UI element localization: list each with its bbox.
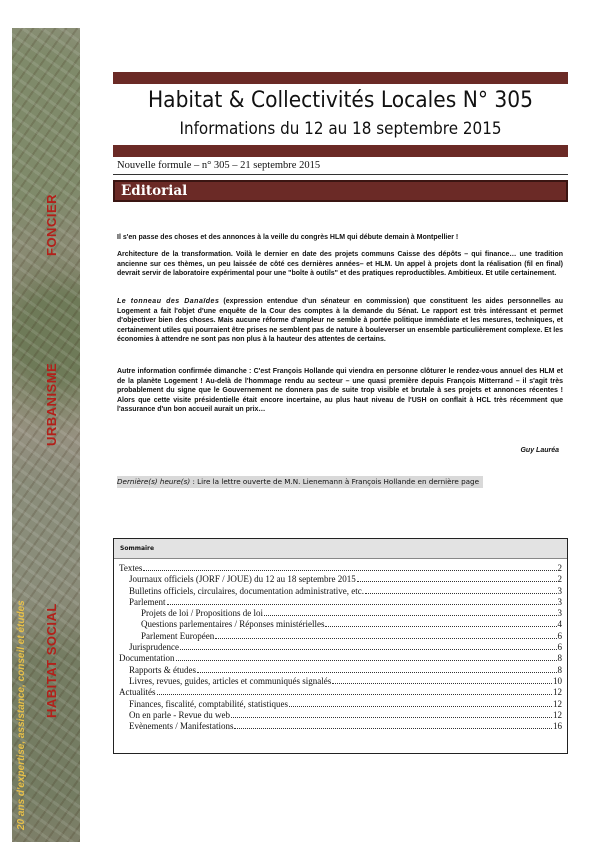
toc-leader [325,620,556,627]
toc-entry[interactable] [119,563,562,574]
toc-list [119,563,562,732]
toc-entry[interactable] [119,676,562,687]
toc-entry-title: Questions parlementaires / Réponses ministérielles [141,619,325,630]
editorial-title: Editorial [121,183,188,199]
toc-entry-page: 6 [557,630,562,641]
toc-leader [143,564,556,571]
header-top-bar [113,72,568,84]
toc-entry[interactable] [119,586,562,597]
toc-entry[interactable] [119,687,562,698]
strip-label-habitat-social: HABITAT SOCIAL [44,603,59,718]
strip-tagline: 20 ans d'expertise, assistance, conseil et études [16,600,27,830]
aerial-photo-strip [12,28,80,842]
issue-line: Nouvelle formule – n° 305 – 21 septembre 2015 [117,160,321,171]
toc-entry-page: 3 [557,608,562,619]
toc-leader [157,688,553,695]
editorial-paragraph: Architecture de la transformation. Voilà le dernier en date des projets communs Caisse des dépôts – qui finance… une tradition ancienne sur ces thèmes, un peu laissée de côté ces dernières années– et HLM. Un appel à projets dont la réalisation (fil en final) devrait servir de laboratoire expérimental pour une "boîte à outils" et des pratiques reproductibles. Ambitieux. Et utile certainement. [117,251,563,277]
toc-entry-page: 2 [557,574,562,585]
toc-entry-title: Journaux officiels (JORF / JOUE) du 12 au 18 septembre 2015 [129,574,356,585]
strip-label-urbanisme: URBANISME [44,362,59,446]
toc-entry-title: Parlement Européen [141,630,215,641]
toc-heading: Sommaire [114,539,567,559]
toc-leader [176,654,557,661]
newsletter-subtitle: Informations du 12 au 18 septembre 2015 [179,119,502,138]
toc-entry[interactable] [119,608,562,619]
toc-entry-page: 10 [553,675,562,686]
toc-entry-page: 12 [553,709,562,720]
toc-entry-title: Documentation [119,653,175,664]
toc-leader [332,677,552,684]
toc-leader [264,609,556,616]
toc-entry[interactable] [119,642,562,653]
toc-entry-page: 3 [557,585,562,596]
editorial-signature: Guy Lauréa [520,447,559,454]
toc-leader [197,666,557,673]
toc-leader [234,722,552,729]
header-bottom-bar [113,145,568,157]
toc-entry-title: Livres, revues, guides, articles et communiqués signalés [129,675,332,686]
toc-leader [365,587,556,594]
editorial-emphasis: Le tonneau des Danaïdes [117,298,220,305]
toc-entry[interactable] [119,665,562,676]
toc-entry-title: Finances, fiscalité, comptabilité, statistiques [129,698,288,709]
toc-entry[interactable] [119,574,562,585]
editorial-paragraph [117,297,563,345]
toc-entry-title: Evènements / Manifestations [129,721,234,732]
last-hour-label: Dernière(s) heure(s) [117,477,191,486]
last-hour-text: : Lire la lettre ouverte de M.N. Lienemann à François Hollande en dernière page [190,477,480,486]
editorial-paragraph: Autre information confirmée dimanche : C'est François Hollande qui viendra en personne clôturer le rendez-vous annuel des HLM et de la planète Logement ! Au-delà de l'hommage rendu au secteur – une quasi première depuis François Mitterrand – il s'agit très probablement du signe que le Gouvernement ne donnera pas de suite trop visible et brutale à ses projets et annonces récentes ! Alors que cette visite présidentielle était encore incertaine, au plus haut niveau de l'USH on conflait à HCL très récemment que l'assurance d'un bon accueil aurait un prix… [117,368,563,413]
toc-leader [167,598,557,605]
toc-entry[interactable] [119,631,562,642]
toc-entry-title: On en parle - Revue du web [129,709,230,720]
toc-entry[interactable] [119,619,562,630]
toc-entry-page: 8 [557,664,562,675]
toc-entry-title: Textes [119,563,143,573]
last-hour-notice[interactable] [117,476,483,488]
editorial-banner [113,180,568,202]
issue-divider [113,174,568,175]
strip-label-foncier: FONCIER [44,194,59,256]
toc-entry[interactable] [119,653,562,664]
toc-entry[interactable] [119,710,562,721]
toc-entry-page: 12 [553,687,562,698]
toc-entry-title: Parlement [129,596,166,607]
toc-entry-title: Actualités [119,687,156,698]
editorial-paragraph-text: (expression entendue d'un sénateur en commission) que constituent les aides personnelles au Logement a fait l'objet d'une enquête de la Cour des comptes à la demande du Sénat. Le rapport est très intéressant et permet d'objectiver bien des choses. Mais aucune réforme d'ampleur ne semble à portée politique immédiate et les mesures, techniques, et certainement utiles qui pourraient être prises ne semblent pas de nature à bouleverser un ensemble particulièrement complexe. Et les économies à attendre ne sont pas non plus à la hauteur des attentes de certains. [117,298,563,343]
toc-entry-page: 8 [557,653,562,664]
toc-entry-page: 4 [557,619,562,630]
toc-entry-page: 2 [557,563,562,573]
toc-leader [231,711,552,718]
editorial-paragraph: Il s'en passe des choses et des annonces à la veille du congrès HLM qui débute demain à Montpellier ! [117,234,459,241]
toc-entry-title: Bulletins officiels, circulaires, documentation administrative, etc. [129,585,365,596]
toc-leader [289,700,552,707]
newsletter-title: Habitat & Collectivités Locales N° 305 [147,88,534,113]
toc-entry[interactable] [119,597,562,608]
toc-leader [357,575,557,582]
toc-entry[interactable] [119,721,562,732]
toc-entry-page: 6 [557,642,562,653]
toc-entry-title: Projets de loi / Propositions de loi [141,608,264,619]
toc-entry-page: 3 [557,596,562,607]
toc-entry-title: Rapports & études [129,664,196,675]
toc-leader [215,632,556,639]
toc-entry-page: 12 [553,698,562,709]
toc-entry-page: 16 [553,721,562,732]
toc-entry-title: Jurisprudence [129,642,179,653]
table-of-contents [113,538,568,754]
toc-leader [180,643,557,650]
toc-entry[interactable] [119,699,562,710]
